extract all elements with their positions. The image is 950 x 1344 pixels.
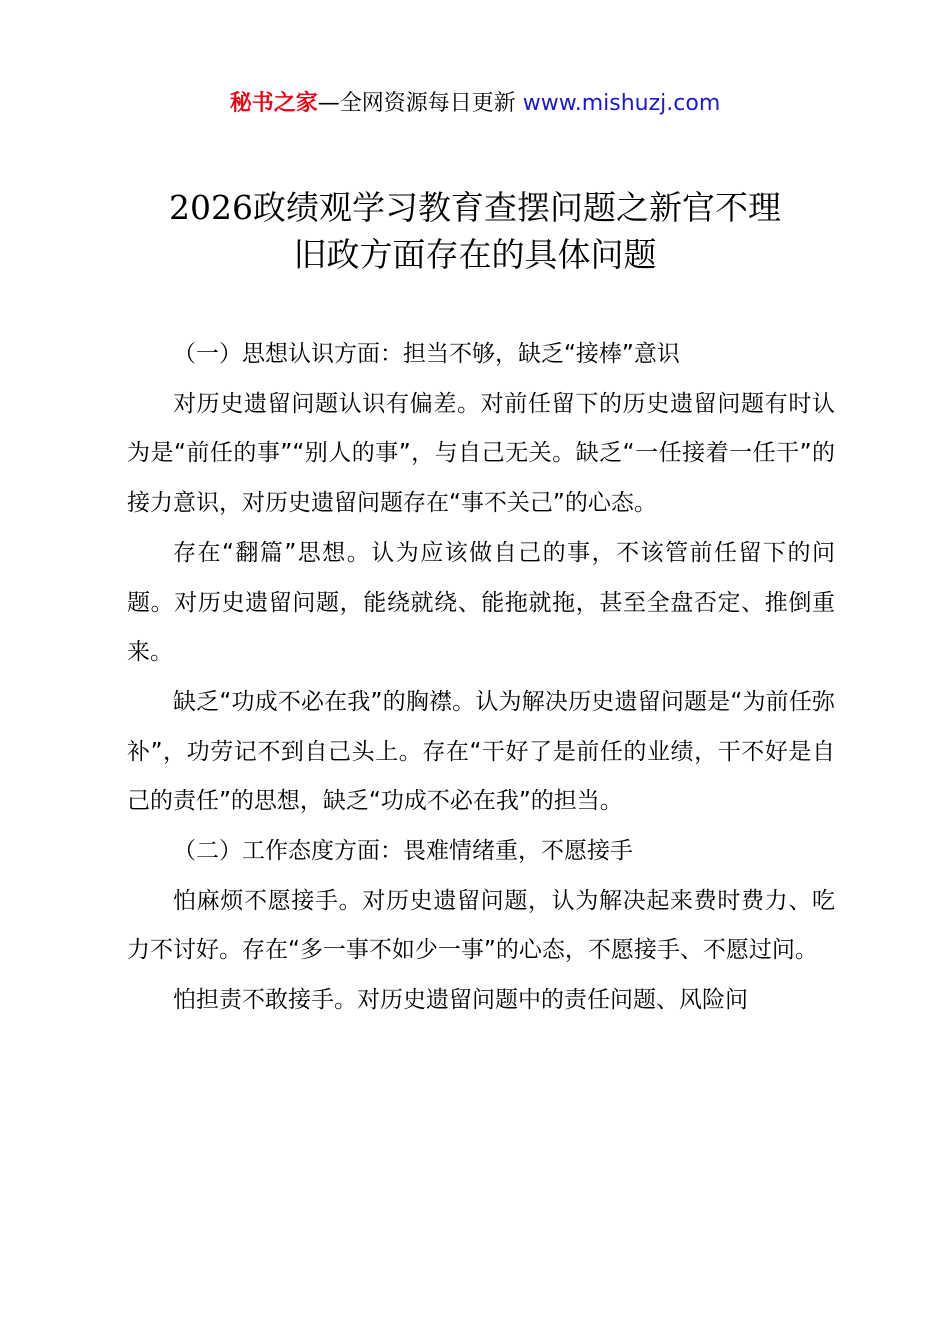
site-url-link[interactable]: www.mishuzj.com (522, 91, 721, 116)
section-heading-2: （二）工作态度方面：畏难情绪重，不愿接手 (173, 838, 633, 865)
body-paragraph-5: 怕担责不敢接手。对历史遗留问题中的责任问题、风险问 (173, 987, 748, 1014)
header-tagline: —全网资源每日更新 (317, 91, 516, 116)
title-line-1: 2026政绩观学习教育查摆问题之新官不理 (169, 188, 781, 227)
body-paragraph-2: 存在“翻篇”思想。认为应该做自己的事，不该管前任留下的问题。对历史遗留问题，能绕就绕、能拖就拖，甚至全盘否定、推倒重来。 (127, 539, 835, 666)
body-paragraph-3: 缺乏“功成不必在我”的胸襟。认为解决历史遗留问题是“为前任弥补”，功劳记不到自己头上。存在“干好了是前任的业绩，干不好是自己的责任”的思想，缺乏“功成不必在我”的担当。 (127, 688, 835, 815)
title-line-2: 旧政方面存在的具体问题 (293, 235, 657, 274)
document-body (127, 330, 835, 1026)
brand-name: 秘书之家 (229, 91, 318, 116)
section-heading-1: （一）思想认识方面：担当不够，缺乏“接棒”意识 (173, 341, 680, 367)
document-title (0, 184, 950, 278)
body-paragraph-4: 怕麻烦不愿接手。对历史遗留问题，认为解决起来费时费力、吃力不讨好。存在“多一事不如少一事”的心态，不愿接手、不愿过问。 (127, 887, 835, 964)
site-header (0, 88, 950, 120)
body-paragraph-1: 对历史遗留问题认识有偏差。对前任留下的历史遗留问题有时认为是“前任的事”“别人的事”，与自己无关。缺乏“一任接着一任干”的接力意识，对历史遗留问题存在“事不关己”的心态。 (127, 390, 835, 517)
